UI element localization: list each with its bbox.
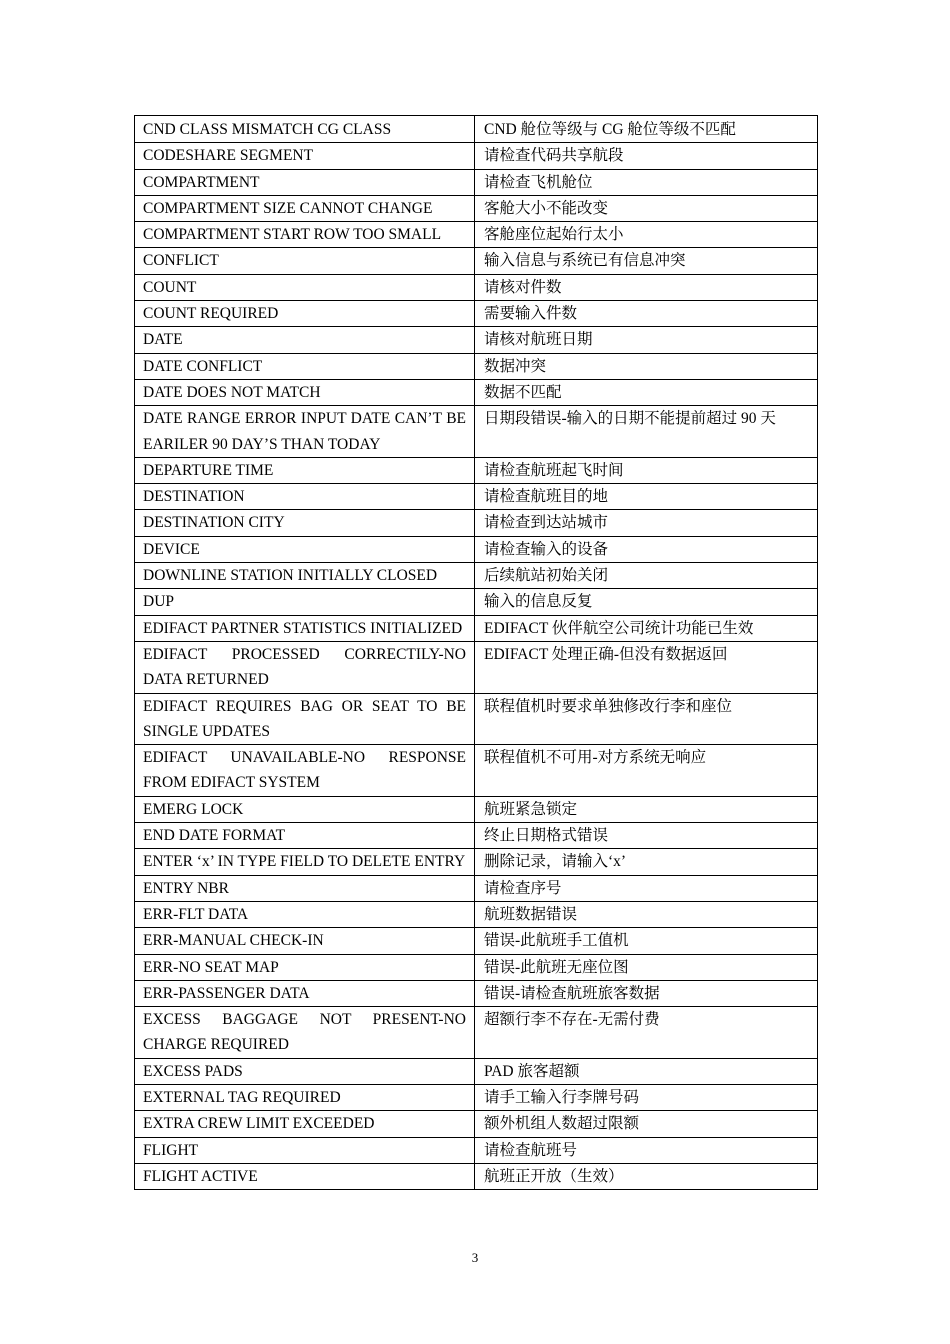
table-row: [135, 484, 818, 510]
table-row: [135, 641, 818, 693]
page-number: 3: [471, 1250, 479, 1265]
english-message-cell: DATE: [135, 327, 475, 353]
chinese-translation-cell: EDIFACT 伙伴航空公司统计功能已生效: [475, 615, 818, 641]
english-message-cell: EDIFACT UNAVAILABLE-NO RESPONSE FROM EDIFACT SYSTEM: [135, 745, 475, 797]
table-row: [135, 796, 818, 822]
chinese-translation-cell: 联程值机时要求单独修改行李和座位: [475, 693, 818, 745]
english-message-cell: DATE RANGE ERROR INPUT DATE CAN’T BE EARILER 90 DAY’S THAN TODAY: [135, 406, 475, 458]
chinese-translation-cell: 错误-此航班手工值机: [475, 928, 818, 954]
chinese-translation-cell: 终止日期格式错误: [475, 823, 818, 849]
english-message-cell: COUNT REQUIRED: [135, 301, 475, 327]
chinese-translation-cell: 请手工输入行李牌号码: [475, 1084, 818, 1110]
table-row: [135, 980, 818, 1006]
table-row: [135, 1058, 818, 1084]
table-row: [135, 954, 818, 980]
chinese-translation-cell: 请检查航班目的地: [475, 484, 818, 510]
table-row: [135, 1111, 818, 1137]
english-message-cell: CND CLASS MISMATCH CG CLASS: [135, 116, 475, 143]
table-row: [135, 274, 818, 300]
table-row: [135, 406, 818, 458]
table-row: [135, 1137, 818, 1163]
table-row: [135, 379, 818, 405]
table-row: [135, 510, 818, 536]
table-row: [135, 928, 818, 954]
chinese-translation-cell: 客舱座位起始行太小: [475, 222, 818, 248]
english-message-cell: DEPARTURE TIME: [135, 457, 475, 483]
table-row: [135, 1084, 818, 1110]
english-message-cell: DATE DOES NOT MATCH: [135, 379, 475, 405]
chinese-translation-cell: 输入的信息反复: [475, 589, 818, 615]
english-message-cell: DATE CONFLICT: [135, 353, 475, 379]
english-message-cell: COMPARTMENT: [135, 169, 475, 195]
chinese-translation-cell: 错误-此航班无座位图: [475, 954, 818, 980]
chinese-translation-cell: 航班数据错误: [475, 901, 818, 927]
table-row: [135, 693, 818, 745]
chinese-translation-cell: 日期段错误-输入的日期不能提前超过 90 天: [475, 406, 818, 458]
table-row: [135, 901, 818, 927]
english-message-cell: FLIGHT: [135, 1137, 475, 1163]
chinese-translation-cell: 航班正开放（生效）: [475, 1163, 818, 1189]
table-row: [135, 536, 818, 562]
chinese-translation-cell: 额外机组人数超过限额: [475, 1111, 818, 1137]
chinese-translation-cell: CND 舱位等级与 CG 舱位等级不匹配: [475, 116, 818, 143]
english-message-cell: ENTRY NBR: [135, 875, 475, 901]
glossary-table-body: [135, 116, 818, 1190]
chinese-translation-cell: 错误-请检查航班旅客数据: [475, 980, 818, 1006]
chinese-translation-cell: 输入信息与系统已有信息冲突: [475, 248, 818, 274]
table-row: [135, 745, 818, 797]
english-message-cell: DESTINATION CITY: [135, 510, 475, 536]
english-message-cell: END DATE FORMAT: [135, 823, 475, 849]
chinese-translation-cell: 航班紧急锁定: [475, 796, 818, 822]
chinese-translation-cell: 请检查飞机舱位: [475, 169, 818, 195]
english-message-cell: ENTER ‘x’ IN TYPE FIELD TO DELETE ENTRY: [135, 849, 475, 875]
english-message-cell: EDIFACT PROCESSED CORRECTILY-NO DATA RETURNED: [135, 641, 475, 693]
english-message-cell: DUP: [135, 589, 475, 615]
table-row: [135, 248, 818, 274]
english-message-cell: EDIFACT REQUIRES BAG OR SEAT TO BE SINGLE UPDATES: [135, 693, 475, 745]
english-message-cell: ERR-FLT DATA: [135, 901, 475, 927]
table-row: [135, 849, 818, 875]
english-message-cell: ERR-PASSENGER DATA: [135, 980, 475, 1006]
chinese-translation-cell: 请核对航班日期: [475, 327, 818, 353]
table-row: [135, 301, 818, 327]
english-message-cell: DEVICE: [135, 536, 475, 562]
english-message-cell: EXCESS BAGGAGE NOT PRESENT-NO CHARGE REQUIRED: [135, 1007, 475, 1059]
chinese-translation-cell: 需要输入件数: [475, 301, 818, 327]
english-message-cell: CODESHARE SEGMENT: [135, 143, 475, 169]
table-row: [135, 116, 818, 143]
table-row: [135, 1163, 818, 1189]
table-row: [135, 875, 818, 901]
chinese-translation-cell: EDIFACT 处理正确-但没有数据返回: [475, 641, 818, 693]
english-message-cell: EMERG LOCK: [135, 796, 475, 822]
table-row: [135, 1007, 818, 1059]
table-row: [135, 169, 818, 195]
chinese-translation-cell: 客舱大小不能改变: [475, 195, 818, 221]
table-row: [135, 457, 818, 483]
chinese-translation-cell: 数据不匹配: [475, 379, 818, 405]
table-row: [135, 589, 818, 615]
table-row: [135, 615, 818, 641]
glossary-table: [134, 115, 818, 1190]
chinese-translation-cell: 请检查代码共享航段: [475, 143, 818, 169]
chinese-translation-cell: 请检查航班号: [475, 1137, 818, 1163]
english-message-cell: ERR-NO SEAT MAP: [135, 954, 475, 980]
english-message-cell: COMPARTMENT SIZE CANNOT CHANGE: [135, 195, 475, 221]
english-message-cell: FLIGHT ACTIVE: [135, 1163, 475, 1189]
table-row: [135, 353, 818, 379]
table-row: [135, 327, 818, 353]
english-message-cell: COUNT: [135, 274, 475, 300]
chinese-translation-cell: 联程值机不可用-对方系统无响应: [475, 745, 818, 797]
chinese-translation-cell: 后续航站初始关闭: [475, 563, 818, 589]
chinese-translation-cell: 超额行李不存在-无需付费: [475, 1007, 818, 1059]
english-message-cell: EXTRA CREW LIMIT EXCEEDED: [135, 1111, 475, 1137]
english-message-cell: ERR-MANUAL CHECK-IN: [135, 928, 475, 954]
table-row: [135, 222, 818, 248]
table-row: [135, 195, 818, 221]
table-row: [135, 563, 818, 589]
english-message-cell: CONFLICT: [135, 248, 475, 274]
english-message-cell: EDIFACT PARTNER STATISTICS INITIALIZED: [135, 615, 475, 641]
table-row: [135, 823, 818, 849]
chinese-translation-cell: 删除记录，请输入‘x’: [475, 849, 818, 875]
chinese-translation-cell: 数据冲突: [475, 353, 818, 379]
english-message-cell: DOWNLINE STATION INITIALLY CLOSED: [135, 563, 475, 589]
table-row: [135, 143, 818, 169]
chinese-translation-cell: 请核对件数: [475, 274, 818, 300]
chinese-translation-cell: 请检查到达站城市: [475, 510, 818, 536]
english-message-cell: COMPARTMENT START ROW TOO SMALL: [135, 222, 475, 248]
english-message-cell: EXTERNAL TAG REQUIRED: [135, 1084, 475, 1110]
chinese-translation-cell: 请检查输入的设备: [475, 536, 818, 562]
chinese-translation-cell: 请检查航班起飞时间: [475, 457, 818, 483]
chinese-translation-cell: PAD 旅客超额: [475, 1058, 818, 1084]
chinese-translation-cell: 请检查序号: [475, 875, 818, 901]
english-message-cell: DESTINATION: [135, 484, 475, 510]
english-message-cell: EXCESS PADS: [135, 1058, 475, 1084]
